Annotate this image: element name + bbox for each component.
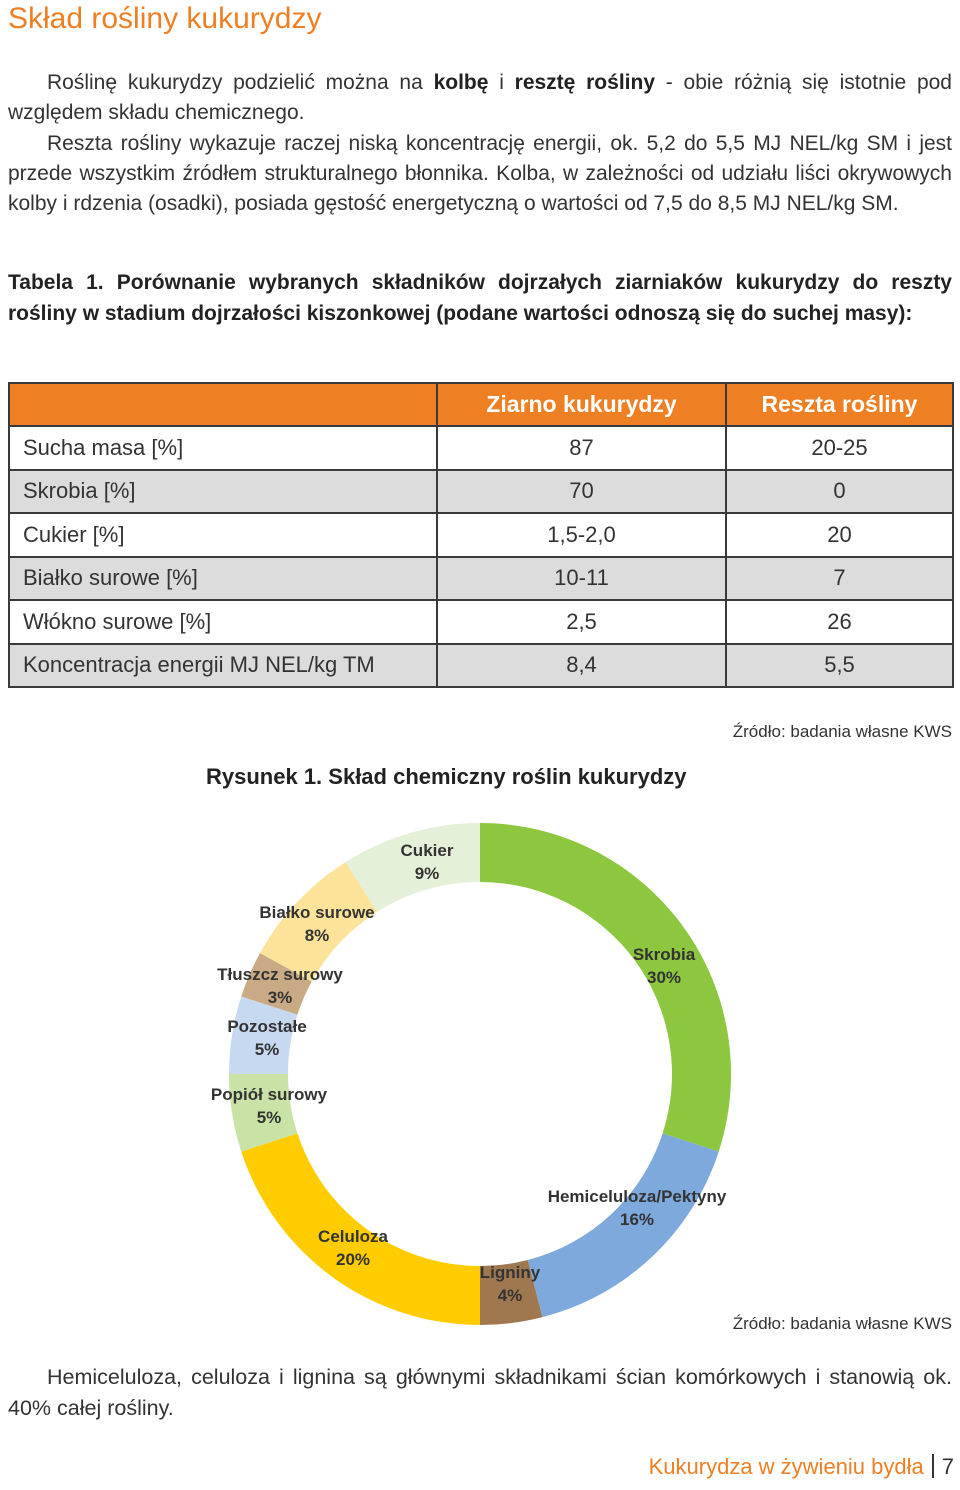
slice-value-label: 8% (304, 926, 330, 945)
row-label: Białko surowe [%] (9, 557, 437, 601)
intro-bold-kolbe: kolbę (433, 71, 489, 94)
table-header-grain: Ziarno kukurydzy (437, 383, 726, 426)
intro-text (8, 68, 952, 219)
intro-paragraph-2: Reszta rośliny wykazuje raczej niską koncentrację energii, ok. 5,2 do 5,5 MJ NEL/kg SM i jest przede wszystkim źródłem strukturalnego błonnika. Kolba, w zależności od udziału liści okrywowych kolby i rdzenia (osadki), posiada gęstość energetyczną o wartości od 7,5 do 8,5 MJ NEL/kg SM. (8, 131, 952, 216)
row-label: Włókno surowe [%] (9, 600, 437, 644)
row-value-rest: 20 (726, 513, 953, 557)
page-footer (649, 1454, 954, 1480)
page-title: Skład rośliny kukurydzy (8, 2, 322, 35)
slice-label: Białko surowe (259, 903, 375, 922)
row-value-grain: 87 (437, 426, 726, 470)
footer-separator (932, 1454, 934, 1478)
closing-text (8, 1362, 952, 1423)
slice-label: Hemiceluloza/Pektyny (547, 1187, 727, 1206)
slice-label: Tłuszcz surowy (217, 965, 343, 984)
slice-value-label: 3% (267, 988, 293, 1007)
row-label: Koncentracja energii MJ NEL/kg TM (9, 644, 437, 688)
figure-source: Źródło: badania własne KWS (732, 1314, 952, 1333)
row-value-rest: 7 (726, 557, 953, 601)
table-header-empty (9, 383, 437, 426)
donut-slices (229, 823, 731, 1325)
row-label: Cukier [%] (9, 513, 437, 557)
slice-label: Celuloza (318, 1227, 388, 1246)
donut-chart (0, 800, 960, 1330)
table-row (9, 513, 953, 557)
slice-label: Ligniny (479, 1263, 541, 1282)
intro-bold-reszte: resztę rośliny (514, 71, 655, 94)
figure-title: Rysunek 1. Skład chemiczny roślin kukurydzy (206, 764, 687, 789)
row-value-grain: 1,5-2,0 (437, 513, 726, 557)
slice-value-label: 16% (619, 1210, 655, 1229)
page-number: 7 (941, 1454, 954, 1479)
row-label: Skrobia [%] (9, 470, 437, 514)
row-value-grain: 8,4 (437, 644, 726, 688)
row-value-grain: 2,5 (437, 600, 726, 644)
table-caption: Tabela 1. Porównanie wybranych składników dojrzałych ziarniaków kukurydzy do reszty rośliny w stadium dojrzałości kiszonkowej (podane wartości odnoszą się do suchej masy): (8, 271, 952, 325)
comparison-table (8, 382, 954, 688)
slice-label: Cukier (400, 841, 454, 860)
table-row (9, 557, 953, 601)
footer-title: Kukurydza w żywieniu bydła (648, 1454, 924, 1479)
table-header-row (9, 383, 953, 426)
intro-text-d: - obie różnią się istotnie pod względem składu chemicznego. (8, 71, 952, 125)
table-row (9, 600, 953, 644)
slice-skrobia (480, 823, 731, 1152)
intro-text-a: Roślinę kukurydzy podzielić można na (47, 71, 434, 94)
slice-value-label: 5% (254, 1040, 280, 1059)
intro-text-c: i (488, 71, 515, 94)
slice-value-label: 4% (497, 1286, 523, 1305)
table-row (9, 470, 953, 514)
row-value-rest: 5,5 (726, 644, 953, 688)
table-source: Źródło: badania własne KWS (732, 722, 952, 741)
slice-value-label: 30% (646, 968, 682, 987)
table-header-rest: Reszta rośliny (726, 383, 953, 426)
row-value-grain: 10-11 (437, 557, 726, 601)
intro-paragraph-1 (8, 68, 952, 129)
slice-label: Pozostałe (227, 1017, 307, 1036)
closing-paragraph: Hemiceluloza, celuloza i lignina są głównymi składnikami ścian komórkowych i stanowią ok. 40% całej rośliny. (8, 1365, 952, 1420)
table-row (9, 426, 953, 470)
row-value-grain: 70 (437, 470, 726, 514)
row-value-rest: 20-25 (726, 426, 953, 470)
slice-value-label: 20% (335, 1250, 371, 1269)
row-value-rest: 0 (726, 470, 953, 514)
row-label: Sucha masa [%] (9, 426, 437, 470)
slice-value-label: 9% (414, 864, 440, 883)
slice-label: Popiół surowy (210, 1085, 328, 1104)
slice-label: Skrobia (632, 945, 696, 964)
row-value-rest: 26 (726, 600, 953, 644)
slice-value-label: 5% (256, 1108, 282, 1127)
table-row (9, 644, 953, 688)
